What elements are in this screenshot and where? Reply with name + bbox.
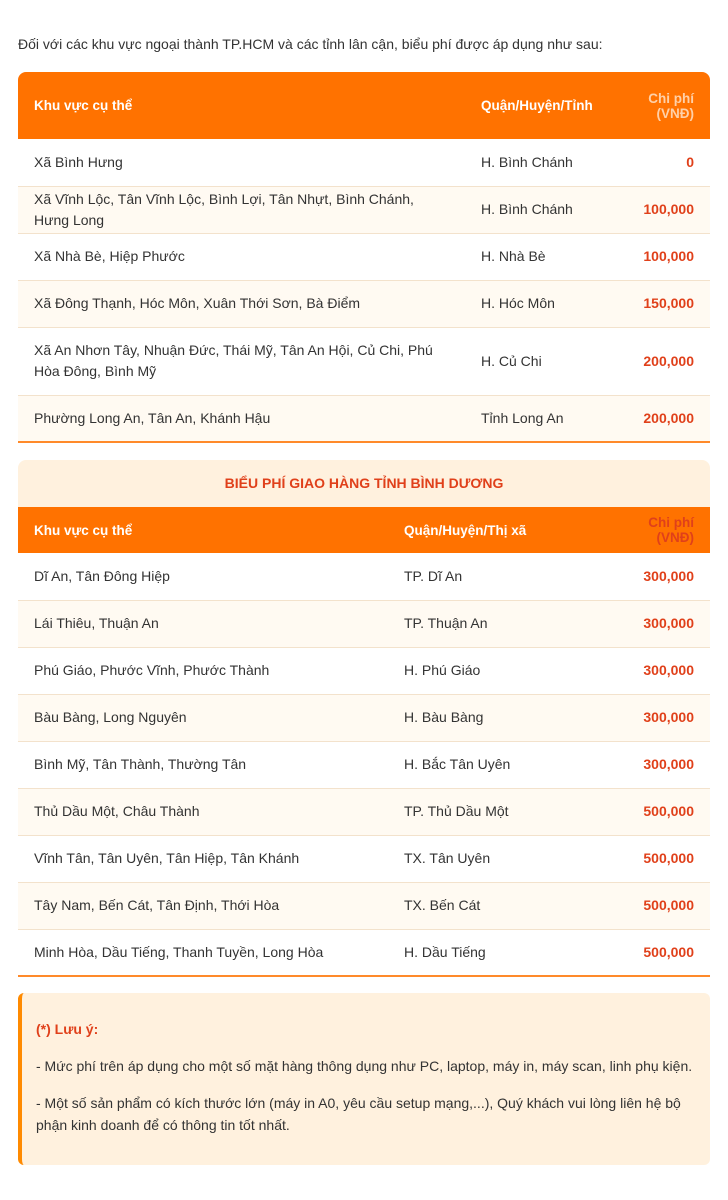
table-row bbox=[18, 882, 710, 929]
header-cost: Chi phí (VNĐ) bbox=[598, 507, 710, 553]
table-row bbox=[18, 553, 710, 600]
cell-area: Bình Mỹ, Tân Thành, Thường Tân bbox=[18, 741, 388, 788]
table-row bbox=[18, 280, 710, 327]
cell-cost: 100,000 bbox=[625, 186, 710, 233]
fee-table-binh-duong bbox=[18, 460, 710, 977]
cell-district: H. Dầu Tiếng bbox=[388, 929, 598, 976]
table-row bbox=[18, 395, 710, 442]
cell-area: Tây Nam, Bến Cát, Tân Định, Thới Hòa bbox=[18, 882, 388, 929]
table-row bbox=[18, 835, 710, 882]
table-header-row bbox=[18, 507, 710, 553]
table-row bbox=[18, 788, 710, 835]
cell-district: TX. Tân Uyên bbox=[388, 835, 598, 882]
table-row bbox=[18, 647, 710, 694]
cell-district: H. Bàu Bàng bbox=[388, 694, 598, 741]
table-row bbox=[18, 741, 710, 788]
cell-area: Phú Giáo, Phước Vĩnh, Phước Thành bbox=[18, 647, 388, 694]
cell-cost: 500,000 bbox=[598, 882, 710, 929]
header-area: Khu vực cụ thể bbox=[18, 507, 388, 553]
table-row bbox=[18, 186, 710, 233]
header-area: Khu vực cụ thể bbox=[18, 72, 465, 139]
cell-area: Dĩ An, Tân Đông Hiệp bbox=[18, 553, 388, 600]
table-row bbox=[18, 600, 710, 647]
cell-district: H. Bình Chánh bbox=[465, 186, 625, 233]
cell-area: Xã Bình Hưng bbox=[18, 139, 465, 186]
cell-district: H. Bình Chánh bbox=[465, 139, 625, 186]
cell-district: H. Phú Giáo bbox=[388, 647, 598, 694]
fee-table-hcm bbox=[18, 72, 710, 443]
cell-district: H. Hóc Môn bbox=[465, 280, 625, 327]
note-title: (*) Lưu ý: bbox=[36, 1021, 99, 1037]
cell-cost: 500,000 bbox=[598, 929, 710, 976]
table-row bbox=[18, 694, 710, 741]
cell-cost: 300,000 bbox=[598, 553, 710, 600]
cell-cost: 100,000 bbox=[625, 233, 710, 280]
cell-cost: 300,000 bbox=[598, 694, 710, 741]
cell-area: Phường Long An, Tân An, Khánh Hậu bbox=[18, 395, 465, 442]
cell-area: Vĩnh Tân, Tân Uyên, Tân Hiệp, Tân Khánh bbox=[18, 835, 388, 882]
cell-cost: 150,000 bbox=[625, 280, 710, 327]
cell-area: Xã Nhà Bè, Hiệp Phước bbox=[18, 233, 465, 280]
cell-cost: 200,000 bbox=[625, 395, 710, 442]
cell-area: Thủ Dầu Một, Châu Thành bbox=[18, 788, 388, 835]
cell-area: Xã Vĩnh Lộc, Tân Vĩnh Lộc, Bình Lợi, Tân Nhựt, Bình Chánh, Hưng Long bbox=[18, 186, 465, 233]
cell-district: H. Nhà Bè bbox=[465, 233, 625, 280]
cell-district: TP. Dĩ An bbox=[388, 553, 598, 600]
cell-district: Tỉnh Long An bbox=[465, 395, 625, 442]
cell-district: TP. Thủ Dầu Một bbox=[388, 788, 598, 835]
cell-cost: 200,000 bbox=[625, 327, 710, 395]
cell-district: TP. Thuận An bbox=[388, 600, 598, 647]
cell-district: H. Bắc Tân Uyên bbox=[388, 741, 598, 788]
header-district: Quận/Huyện/Thị xã bbox=[388, 507, 598, 553]
cell-area: Xã An Nhơn Tây, Nhuận Đức, Thái Mỹ, Tân An Hội, Củ Chi, Phú Hòa Đông, Bình Mỹ bbox=[18, 327, 465, 395]
header-district: Quận/Huyện/Tỉnh bbox=[465, 72, 625, 139]
table-row bbox=[18, 139, 710, 186]
cell-cost: 500,000 bbox=[598, 835, 710, 882]
note-box bbox=[18, 993, 710, 1165]
cell-district: H. Củ Chi bbox=[465, 327, 625, 395]
cell-area: Lái Thiêu, Thuận An bbox=[18, 600, 388, 647]
table-header-row bbox=[18, 72, 710, 139]
table-row bbox=[18, 233, 710, 280]
cell-area: Minh Hòa, Dầu Tiếng, Thanh Tuyền, Long Hòa bbox=[18, 929, 388, 976]
section-title: BIỂU PHÍ GIAO HÀNG TỈNH BÌNH DƯƠNG bbox=[18, 460, 710, 507]
note-line: - Mức phí trên áp dụng cho một số mặt hàng thông dụng như PC, laptop, máy in, máy scan, linh phụ kiện. bbox=[36, 1058, 693, 1074]
table-row bbox=[18, 929, 710, 976]
table-row bbox=[18, 327, 710, 395]
cell-cost: 300,000 bbox=[598, 600, 710, 647]
cell-area: Bàu Bàng, Long Nguyên bbox=[18, 694, 388, 741]
cell-cost: 0 bbox=[625, 139, 710, 186]
cell-district: TX. Bến Cát bbox=[388, 882, 598, 929]
cell-cost: 300,000 bbox=[598, 741, 710, 788]
intro-text: Đối với các khu vực ngoại thành TP.HCM và các tỉnh lân cận, biểu phí được áp dụng như sau: bbox=[18, 36, 603, 52]
note-line: - Một số sản phẩm có kích thước lớn (máy in A0, yêu cầu setup mạng,...), Quý khách vui lòng liên hệ bộ phận kinh doanh để có thông tin tốt nhất. bbox=[36, 1095, 681, 1133]
header-cost: Chi phí (VNĐ) bbox=[625, 72, 710, 139]
cell-area: Xã Đông Thạnh, Hóc Môn, Xuân Thới Sơn, Bà Điểm bbox=[18, 280, 465, 327]
cell-cost: 300,000 bbox=[598, 647, 710, 694]
cell-cost: 500,000 bbox=[598, 788, 710, 835]
